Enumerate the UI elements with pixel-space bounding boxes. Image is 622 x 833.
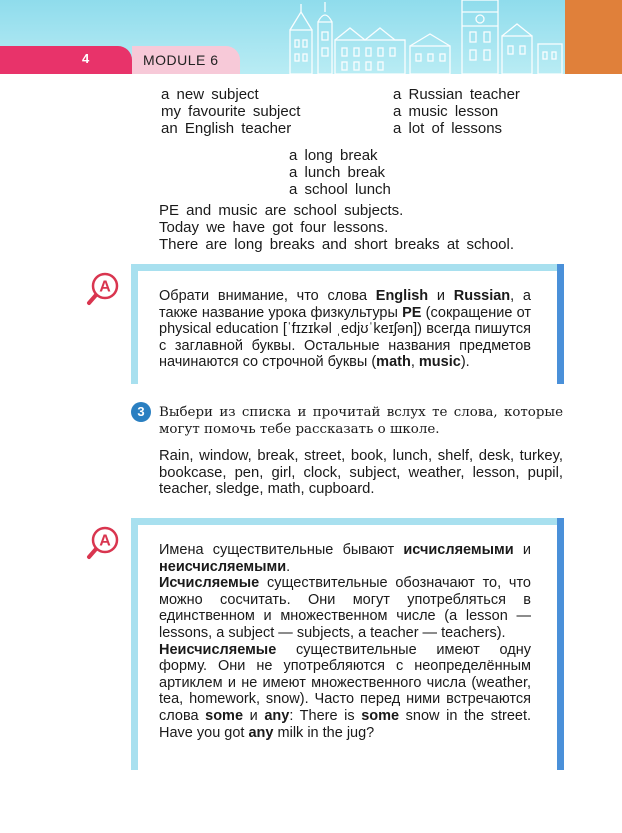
exercise-number-badge: 3 [131, 402, 151, 422]
bold-term: неисчисляемыми [159, 558, 287, 575]
badge-letter: A [99, 278, 111, 296]
list-item: a music lesson [393, 103, 499, 120]
header-orange-corner [565, 0, 622, 74]
rule-box-top-border [131, 518, 564, 525]
bold-term: any [264, 707, 290, 724]
bold-term: PE [402, 304, 422, 321]
list-item: my favourite subject [161, 103, 301, 120]
rule-paragraph: Исчисляемые существительные обозначают то, что можно сосчитать. Они могут употребляться в единственном и множественном числе (a lesson — lessons, a subject — subjects, a teacher — teachers). [159, 575, 531, 641]
rule-paragraph: Имена существительные бывают исчисляемыми и неисчисляемыми. [159, 542, 531, 575]
rule-box-top-border [131, 264, 564, 271]
city-skyline-illustration [240, 0, 565, 74]
example-sentences [159, 202, 514, 253]
bold-term: any [248, 724, 274, 741]
list-item: an English teacher [161, 120, 292, 137]
list-item: a lunch break [289, 164, 386, 181]
bold-term: Неисчисляемые [159, 641, 277, 658]
exercise-instruction: Выбери из списка и прочитай вслух те слова, которые могут помочь тебе рассказать о школе. [159, 405, 563, 437]
bold-term: Russian [453, 288, 511, 304]
bold-term: English [375, 288, 429, 304]
list-item: a school lunch [289, 181, 391, 198]
word-list-right [393, 86, 520, 137]
exercise-word-list: Rain, window, break, street, book, lunch, shelf, desk, turkey, bookcase, pen, girl, clock, subject, weather, lesson, pupil, teacher, sledge, math, cupboard. [159, 448, 563, 498]
word-list-center [289, 147, 391, 198]
word-list-left [161, 86, 300, 137]
page-header [0, 0, 622, 74]
rule-text-capitalization: Обрати внимание, что слова English и Russian, а также название урока физкультуры PE (сокращение от physical education [ˈfɪzɪkəl ˌedjʊˈkeɪʃən]) всегда пишутся с заглавной буквы. Остальные названия предметов начинаются со строчной буквы (math, music). [159, 288, 531, 371]
sentence: Today we have got four lessons. [159, 219, 389, 236]
list-item: a new subject [161, 86, 259, 103]
bold-term: Исчисляемые [159, 575, 260, 592]
page-number: 4 [82, 51, 90, 66]
rule-box-right-border [557, 264, 564, 384]
module-label: MODULE 6 [143, 52, 219, 68]
grammar-a-badge-icon [84, 271, 120, 307]
rule-text-countable-nouns [159, 542, 531, 741]
bold-term: music [418, 354, 461, 371]
bold-term: исчисляемыми [403, 542, 514, 558]
list-item: a long break [289, 147, 378, 164]
sentence: There are long breaks and short breaks at school. [159, 236, 515, 253]
grammar-a-badge-icon [84, 525, 120, 561]
rule-box-left-border [131, 518, 138, 770]
rule-paragraph: Неисчисляемые существительные имеют одну форму. Они не употребляются с неопределённым артиклем и не имеют множественного числа (weather, tea, homework, snow). Часто перед ними встречаются слова some и any: There is some snow in the street. Have you got any milk in the jug? [159, 641, 532, 741]
rule-box-right-border [557, 518, 564, 770]
list-item: a lot of lessons [393, 120, 503, 137]
badge-letter: A [99, 532, 111, 550]
sentence: PE and music are school subjects. [159, 202, 404, 219]
bold-term: some [205, 707, 244, 724]
bold-term: math [376, 354, 411, 371]
bold-term: some [361, 707, 400, 724]
rule-box-left-border [131, 264, 138, 384]
list-item: a Russian teacher [393, 86, 520, 103]
